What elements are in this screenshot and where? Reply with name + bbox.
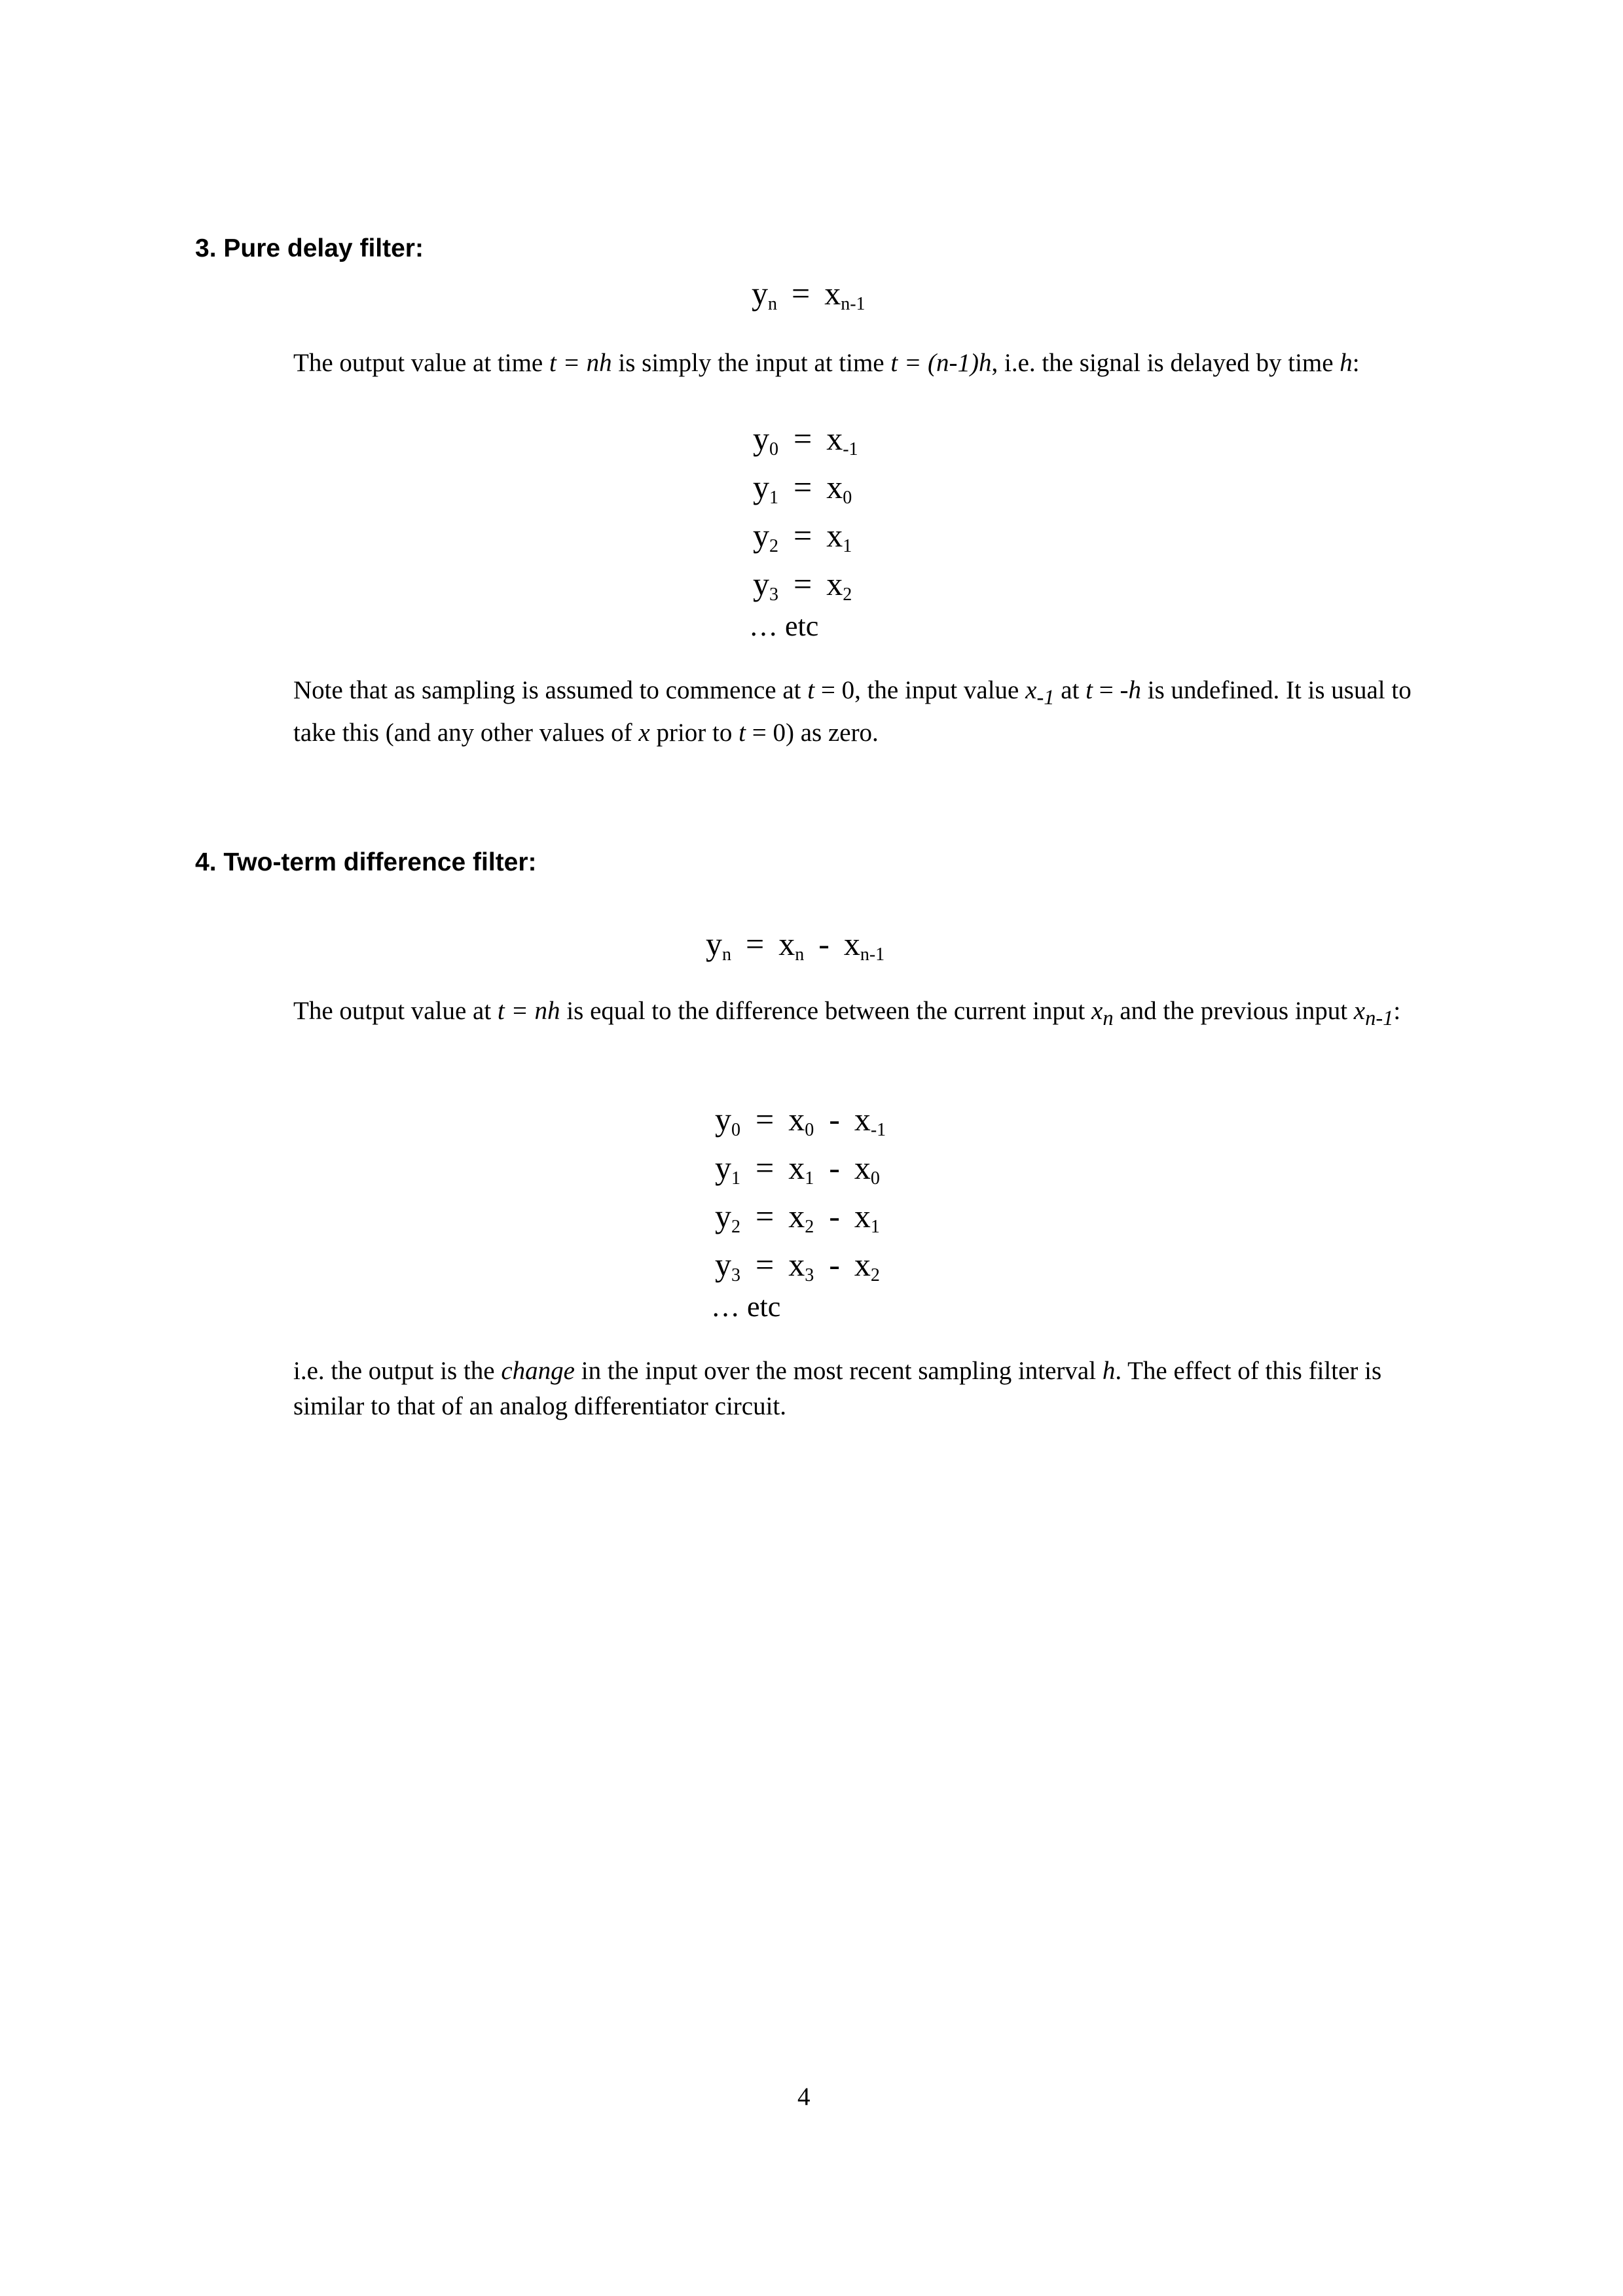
pure-delay-etc: … etc [749, 610, 819, 642]
pure-delay-row-3: $y_3 = x_2$ [753, 565, 852, 605]
two-term-row-1: $y_1 = x_1 - x_0$ [715, 1149, 880, 1189]
two-term-row-3: $y_3 = x_3 - x_2$ [715, 1246, 880, 1285]
two-term-paragraph-1: The output value at t = nh is equal to the difference between the current input $x_n$ and the previous input $x_{n-1}$: [293, 997, 1401, 1030]
two-term-row-2: $y_2 = x_2 - x_1$ [715, 1198, 880, 1237]
two-term-row-0: $y_0 = x_0 - x_{-1}$ [715, 1101, 886, 1140]
two-term-main-equation: $y_n = x_n - x_{n-1}$ [706, 925, 885, 965]
pure-delay-row-1: $y_1 = x_0$ [753, 469, 852, 508]
pure-delay-row-0: $y_0 = x_{-1}$ [753, 420, 858, 459]
page-number: 4 [797, 2083, 811, 2111]
pure-delay-paragraph-1: The output value at time t = nh is simply the input at time t = (n-1)h, i.e. the signal is delayed by time h: [293, 349, 1360, 377]
pure-delay-main-equation: $y_n = x_{n-1}$ [752, 275, 866, 314]
two-term-paragraph-2: i.e. the output is the change in the input over the most recent sampling interval h. The effect of this filter is similar to that of an analog differentiator circuit. [293, 1357, 1382, 1420]
two-term-etc: … etc [711, 1291, 781, 1323]
section-3-heading: 3. Pure delay filter: [195, 234, 424, 262]
pure-delay-row-2: $y_2 = x_1$ [753, 517, 852, 556]
section-4-heading: 4. Two-term difference filter: [195, 848, 537, 876]
pure-delay-paragraph-2: Note that as sampling is assumed to commence at t = 0, the input value $x_{-1}$ at t = -h is undefined. It is usual to take this (and any other values of x prior to t = 0) as zero. [293, 676, 1412, 747]
